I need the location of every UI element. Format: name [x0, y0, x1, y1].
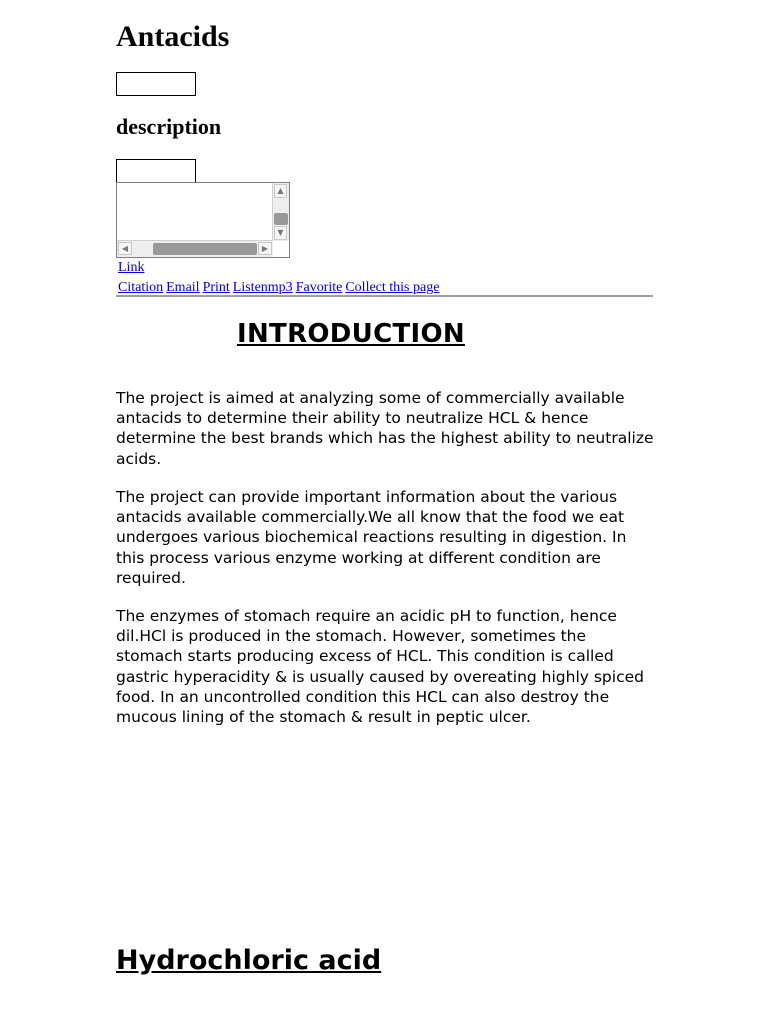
collect-page-link[interactable]: Collect this page [345, 280, 440, 295]
intro-paragraph-1: The project is aimed at analyzing some of commercially available antacids to determine their ability to neutralize HCL & hence determine the best brands which has the highest ability to neutralize acids. [116, 389, 654, 468]
arrow-right-icon[interactable]: ▶ [258, 242, 272, 255]
arrow-left-icon[interactable]: ◀ [118, 242, 132, 255]
vertical-scrollbar[interactable] [272, 183, 289, 241]
horizontal-scrollbar[interactable] [117, 240, 273, 257]
introduction-heading: INTRODUCTION [237, 319, 465, 349]
intro-paragraph-3: The enzymes of stomach require an acidic pH to function, hence dil.HCl is produced in the stomach. However, sometimes the stomach starts producing excess of HCL. This condition is called gastric hyperacidity & is usually caused by overeating highly spiced food. In an uncontrolled condition this HCL can also destroy the mucous lining of the stomach & result in peptic ulcer. [116, 607, 644, 727]
arrow-up-icon[interactable]: ▲ [274, 184, 287, 198]
link-link[interactable]: Link [118, 260, 145, 275]
hydrochloric-acid-heading: Hydrochloric acid [116, 945, 382, 976]
arrow-down-icon[interactable]: ▼ [274, 226, 287, 240]
listen-mp3-link[interactable]: Listenmp3 [232, 280, 293, 295]
divider [116, 295, 653, 297]
email-link[interactable]: Email [166, 280, 200, 295]
description-textarea[interactable] [116, 182, 290, 258]
description-label: description [116, 114, 222, 139]
page-title: Antacids [116, 20, 230, 53]
intro-paragraph-2: The project can provide important information about the various antacids available commercially.We all know that the food we eat undergoes various biochemical reactions resulting in digestion. In this process various enzyme working at different condition are required. [116, 488, 627, 587]
print-link[interactable]: Print [202, 280, 230, 295]
vertical-scroll-thumb[interactable] [274, 213, 288, 225]
title-input-box[interactable] [116, 72, 196, 96]
description-input-box[interactable] [116, 159, 196, 183]
scrollbar-corner [273, 241, 289, 257]
favorite-link[interactable]: Favorite [295, 280, 343, 295]
action-link-bar [118, 277, 442, 297]
citation-link[interactable]: Citation [118, 280, 164, 295]
horizontal-scroll-thumb[interactable] [153, 243, 257, 255]
